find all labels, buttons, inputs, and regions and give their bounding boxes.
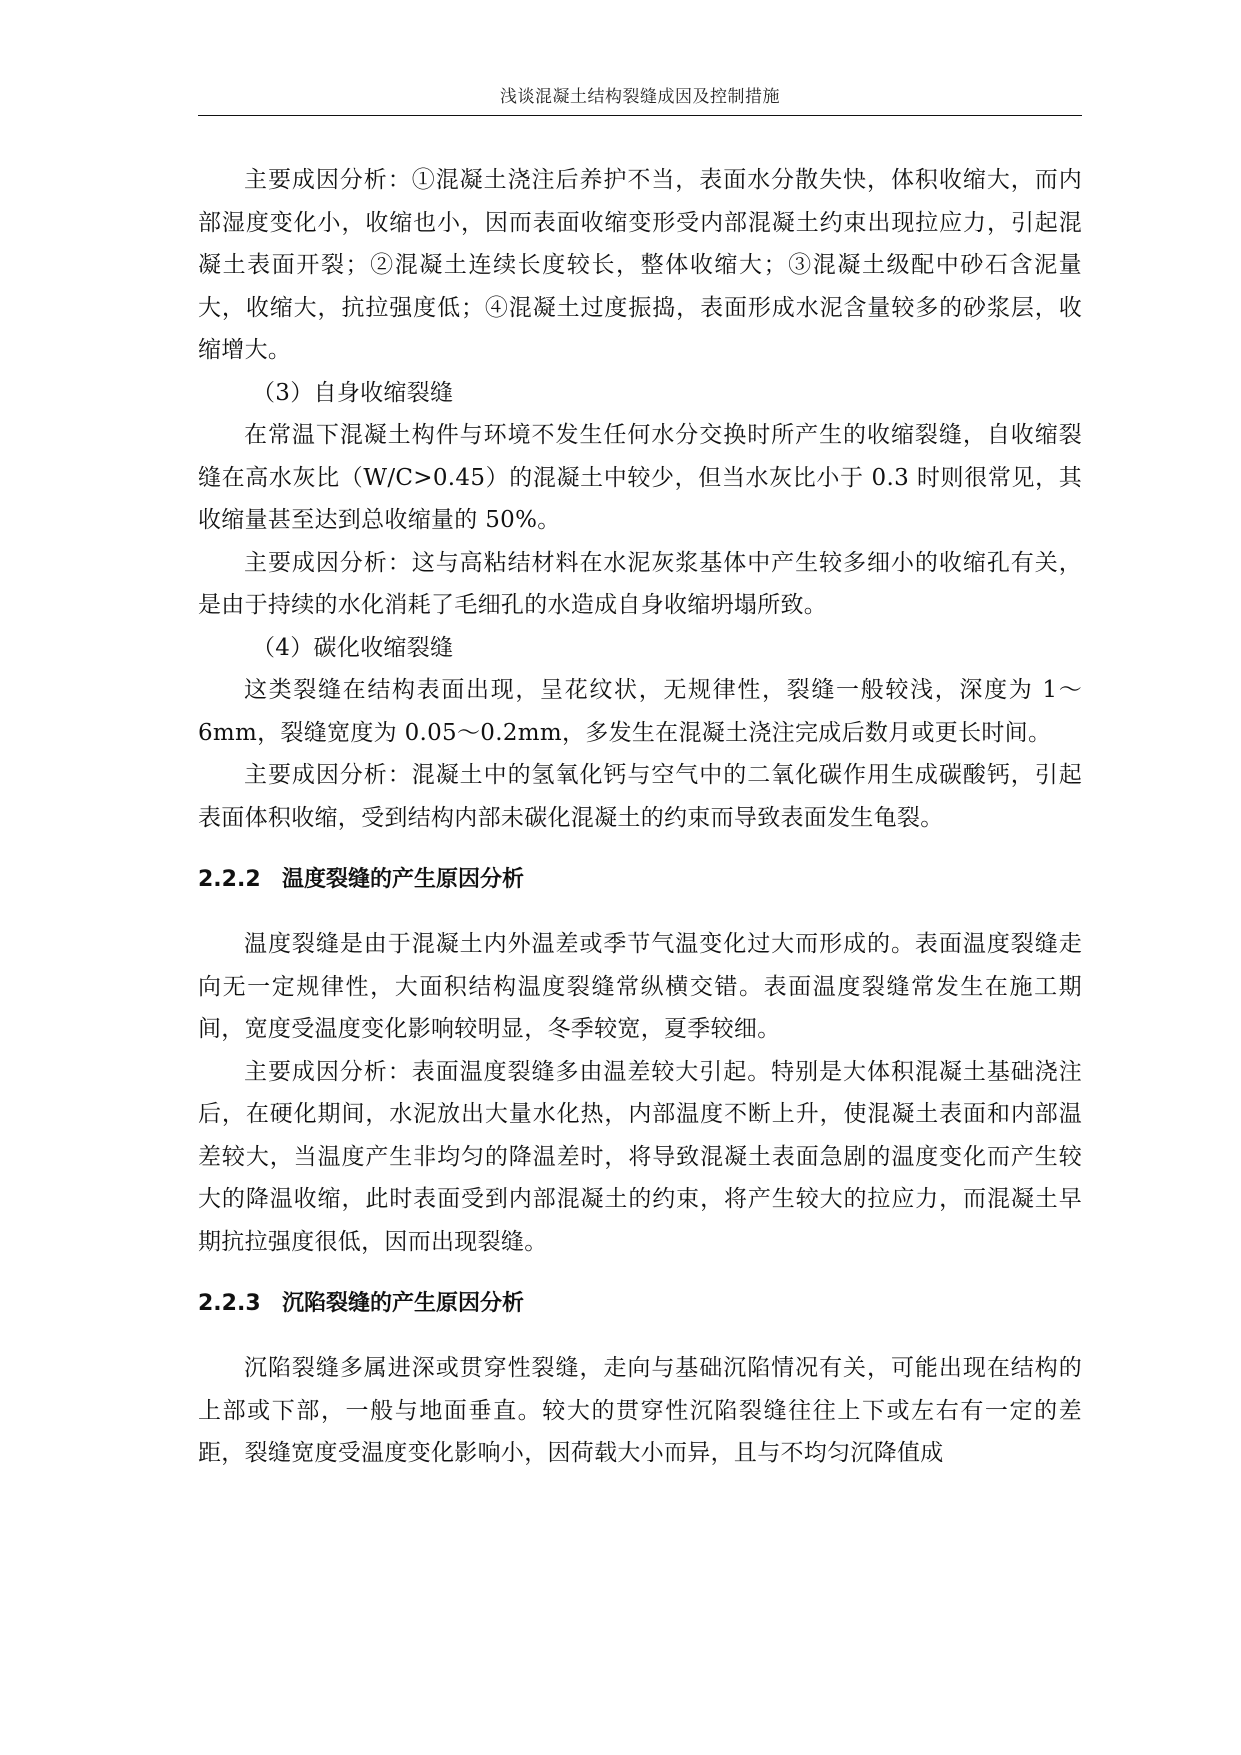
section-heading-temperature-cracks <box>198 859 1082 901</box>
page-body <box>198 159 1082 1475</box>
paragraph-settlement-definition: 沉陷裂缝多属进深或贯穿性裂缝，走向与基础沉陷情况有关，可能出现在结构的上部或下部，一般与地面垂直。较大的贯穿性沉陷裂缝往往上下或左右有一定的差距，裂缝宽度受温度变化影响小，因荷载大小而异，且与不均匀沉降值成 <box>198 1355 1082 1466</box>
paragraph-carbonation-definition: 这类裂缝在结构表面出现，呈花纹状，无规律性，裂缝一般较浅，深度为 1～6mm，裂缝宽度为 0.05～0.2mm，多发生在混凝土浇注完成后数月或更长时间。 <box>198 677 1082 746</box>
section-number: 2.2.2 <box>198 867 261 892</box>
paragraph-temperature-definition: 温度裂缝是由于混凝土内外温差或季节气温变化过大而形成的。表面温度裂缝走向无一定规律性，大面积结构温度裂缝常纵横交错。表面温度裂缝常发生在施工期间，宽度受温度变化影响较明显，冬季较宽，夏季较细。 <box>198 931 1082 1042</box>
section-number: 2.2.3 <box>198 1291 261 1316</box>
section-title: 温度裂缝的产生原因分析 <box>282 867 525 892</box>
section-heading-settlement-cracks <box>198 1283 1082 1325</box>
running-header: 浅谈混凝土结构裂缝成因及控制措施 <box>500 87 780 107</box>
paragraph-temperature-cause: 主要成因分析：表面温度裂缝多由温差较大引起。特别是大体积混凝土基础浇注后，在硬化期间，水泥放出大量水化热，内部温度不断上升，使混凝土表面和内部温差较大，当温度产生非均匀的降温差时，将导致混凝土表面急剧的温度变化而产生较大的降温收缩，此时表面受到内部混凝土的约束，将产生较大的拉应力，而混凝土早期抗拉强度很低，因而出现裂缝。 <box>198 1058 1082 1255</box>
subheading-autogenous-shrinkage: （3）自身收缩裂缝 <box>252 379 454 406</box>
paragraph-autogenous-cause: 主要成因分析：这与高粘结材料在水泥灰浆基体中产生较多细小的收缩孔有关，是由于持续的水化消耗了毛细孔的水造成自身收缩坍塌所致。 <box>198 549 1082 618</box>
paragraph-shrinkage-cause: 主要成因分析：①混凝土浇注后养护不当，表面水分散失快，体积收缩大，而内部湿度变化小，收缩也小，因而表面收缩变形受内部混凝土约束出现拉应力，引起混凝土表面开裂；②混凝土连续长度较长，整体收缩大；③混凝土级配中砂石含泥量大，收缩大，抗拉强度低；④混凝土过度振捣，表面形成水泥含量较多的砂浆层，收缩增大。 <box>198 167 1082 363</box>
section-title: 沉陷裂缝的产生原因分析 <box>282 1291 525 1316</box>
paragraph-carbonation-cause: 主要成因分析：混凝土中的氢氧化钙与空气中的二氧化碳作用生成碳酸钙，引起表面体积收缩，受到结构内部未碳化混凝土的约束而导致表面发生龟裂。 <box>198 762 1082 831</box>
subheading-carbonation-shrinkage: （4）碳化收缩裂缝 <box>252 634 454 661</box>
header-divider <box>198 115 1082 116</box>
paragraph-autogenous-definition: 在常温下混凝土构件与环境不发生任何水分交换时所产生的收缩裂缝，自收缩裂缝在高水灰比（W/C>0.45）的混凝土中较少，但当水灰比小于 0.3 时则很常见，其收缩量甚至达到总收缩量的 50%。 <box>198 422 1082 533</box>
